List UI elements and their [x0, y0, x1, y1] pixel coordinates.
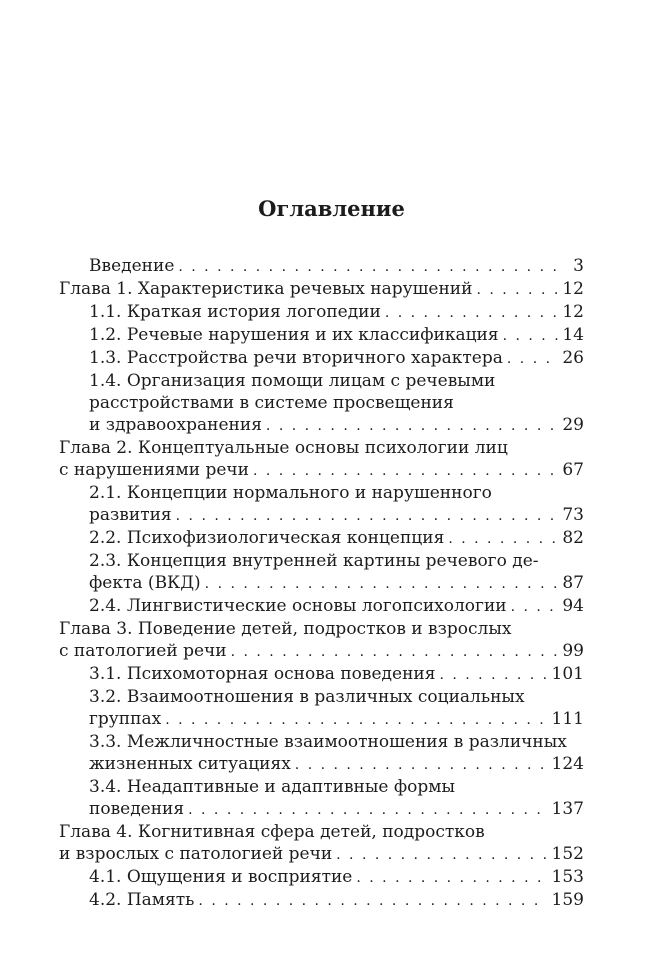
toc-entry-text: расстройствами в системе просвещения: [89, 393, 454, 413]
toc-entry-text: группах: [89, 709, 162, 729]
toc-entry-text: с нарушениями речи: [59, 460, 249, 480]
toc-section[interactable]: [59, 482, 584, 527]
toc-section[interactable]: [59, 731, 584, 776]
dot-leader: [231, 641, 559, 663]
toc-entry-text: 1.4. Организация помощи лицам с речевыми: [89, 371, 496, 391]
toc-entry-text: 3.2. Взаимоотношения в различных социальных: [89, 687, 525, 707]
dot-leader: [448, 528, 558, 550]
toc-section[interactable]: [59, 663, 584, 686]
toc-entry-text: Глава 2. Концептуальные основы психологии лиц: [59, 438, 508, 458]
toc-section[interactable]: [59, 595, 584, 618]
toc-entry-text: фекта (ВКД): [89, 573, 201, 593]
toc-page-number: 82: [562, 528, 584, 548]
toc-section[interactable]: [59, 866, 584, 889]
dot-leader: [439, 664, 547, 686]
toc-entry-text: и взрослых с патологией речи: [59, 844, 333, 864]
toc-entry-text: Глава 4. Когнитивная сфера детей, подростков: [59, 822, 485, 842]
toc-page-number: 99: [562, 641, 584, 661]
toc-page-number: 3: [573, 256, 584, 276]
toc-page-number: 12: [562, 302, 584, 322]
toc-entry-text: 1.1. Краткая история логопедии: [89, 302, 381, 322]
toc-section[interactable]: [59, 686, 584, 731]
toc-chapter[interactable]: [59, 278, 584, 301]
toc-entry-text: Введение: [89, 256, 175, 276]
toc-entry-text: 4.1. Ощущения и восприятие: [89, 867, 353, 887]
toc-page-number: 12: [562, 279, 584, 299]
dot-leader: [198, 890, 547, 912]
toc-section[interactable]: [59, 370, 584, 437]
toc-page-number: 101: [551, 664, 584, 684]
toc-chapter[interactable]: [59, 437, 584, 482]
toc-page-number: 29: [562, 415, 584, 435]
toc-entry-text: 2.4. Лингвистические основы логопсихологии: [89, 596, 507, 616]
dot-leader: [336, 844, 547, 866]
toc-page-number: 87: [562, 573, 584, 593]
toc-entry-text: 3.4. Неадаптивные и адаптивные формы: [89, 777, 456, 797]
toc-section[interactable]: [59, 527, 584, 550]
toc-page-number: 111: [551, 709, 584, 729]
dot-leader: [188, 799, 547, 821]
toc-entry-text: Глава 1. Характеристика речевых нарушений: [59, 279, 473, 299]
toc-section[interactable]: [59, 889, 584, 912]
toc-section[interactable]: [59, 324, 584, 347]
dot-leader: [503, 325, 559, 347]
dot-leader: [385, 302, 559, 324]
toc-entry-text: 3.1. Психомоторная основа поведения: [89, 664, 436, 684]
toc-entry-text: 1.3. Расстройства речи вторичного характера: [89, 348, 503, 368]
toc-page-number: 26: [562, 348, 584, 368]
toc-entry-text: с патологией речи: [59, 641, 227, 661]
dot-leader: [205, 573, 559, 595]
toc-entry-text: 2.3. Концепция внутренней картины речевого де-: [89, 551, 539, 571]
dot-leader: [476, 279, 558, 301]
table-of-contents: [59, 255, 584, 912]
toc-entry-text: развития: [89, 505, 172, 525]
dot-leader: [266, 415, 558, 437]
toc-section[interactable]: [59, 255, 584, 278]
dot-leader: [356, 867, 547, 889]
toc-entry-text: Глава 3. Поведение детей, подростков и взрослых: [59, 619, 512, 639]
dot-leader: [507, 348, 558, 370]
dot-leader: [295, 754, 548, 776]
toc-entry-text: жизненных ситуациях: [89, 754, 291, 774]
toc-section[interactable]: [59, 776, 584, 821]
toc-page-number: 137: [551, 799, 584, 819]
toc-entry-text: и здравоохранения: [89, 415, 262, 435]
toc-page-number: 14: [562, 325, 584, 345]
page-title: Оглавление: [258, 196, 405, 221]
toc-entry-text: 2.1. Концепции нормального и нарушенного: [89, 483, 492, 503]
toc-entry-text: 1.2. Речевые нарушения и их классификация: [89, 325, 499, 345]
toc-page-number: 94: [562, 596, 584, 616]
dot-leader: [511, 596, 559, 618]
toc-entry-text: 2.2. Психофизиологическая концепция: [89, 528, 445, 548]
dot-leader: [178, 256, 560, 278]
toc-chapter[interactable]: [59, 821, 584, 866]
toc-entry-text: 4.2. Память: [89, 890, 195, 910]
toc-section[interactable]: [59, 347, 584, 370]
toc-page-number: 159: [551, 890, 584, 910]
dot-leader: [176, 505, 559, 527]
toc-page-number: 124: [551, 754, 584, 774]
toc-page-number: 73: [562, 505, 584, 525]
toc-page-number: 67: [562, 460, 584, 480]
toc-chapter[interactable]: [59, 618, 584, 663]
dot-leader: [253, 460, 558, 482]
toc-section[interactable]: [59, 301, 584, 324]
toc-page-number: 153: [551, 867, 584, 887]
toc-page-number: 152: [551, 844, 584, 864]
dot-leader: [165, 709, 547, 731]
toc-entry-text: 3.3. Межличностные взаимоотношения в различных: [89, 732, 567, 752]
toc-section[interactable]: [59, 550, 584, 595]
toc-entry-text: поведения: [89, 799, 185, 819]
